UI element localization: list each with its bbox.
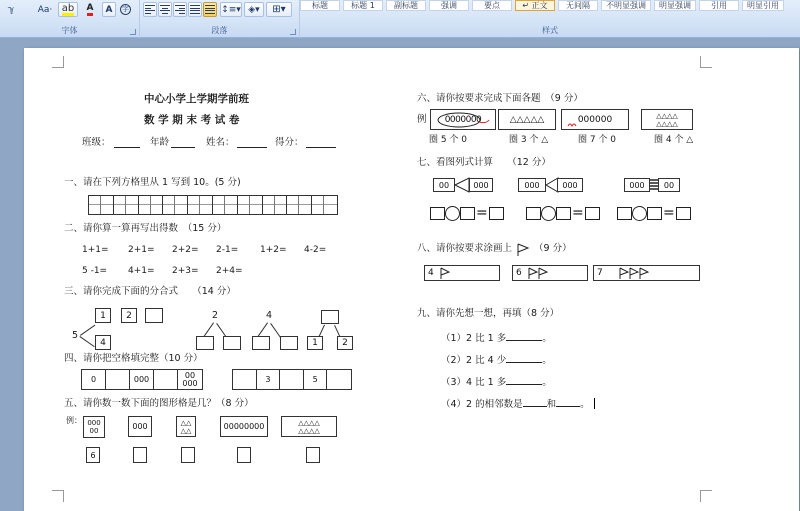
q4-sequence-cell[interactable] — [280, 370, 304, 389]
q3-tree1-top-box[interactable]: 1 — [95, 308, 111, 323]
q9-item-1-end: 。 — [542, 333, 552, 344]
q7-prompt: 七、看图列式计算 （12 分） — [417, 157, 551, 168]
crop-mark-bottom-left — [52, 490, 64, 502]
q6-box-3-content: 000000 — [577, 114, 613, 125]
q9-item-1-blank[interactable] — [506, 331, 542, 341]
enclose-characters-button[interactable] — [118, 2, 133, 17]
font-group — [0, 0, 140, 38]
q7-pic2-right: 000 — [557, 178, 583, 192]
number-answer-box[interactable] — [526, 207, 541, 220]
shading-button[interactable] — [244, 2, 264, 17]
change-case-button[interactable]: Aa· — [37, 4, 53, 15]
q8-box-1-flag-icon — [439, 267, 451, 279]
q9-item-4-mid: 和 — [546, 399, 557, 410]
q3-tree1-b3-box[interactable] — [145, 308, 163, 323]
q2-expression[interactable]: 2+2= — [172, 245, 199, 255]
crop-mark-top-left — [52, 56, 64, 68]
operator-answer-circle[interactable] — [445, 206, 460, 221]
q3-tree1-root: 5 — [72, 330, 79, 341]
line-spacing-icon: ↕≡▾ — [221, 4, 241, 15]
q5-answer-box-1[interactable] — [133, 447, 147, 463]
q9-item-4-blank-b[interactable] — [556, 397, 580, 407]
q3-tree3-left-box[interactable] — [252, 336, 270, 350]
character-shading-button[interactable]: A — [102, 2, 116, 17]
paragraph-dialog-launcher[interactable] — [290, 29, 296, 35]
q3-tree1-branch-up — [80, 325, 95, 336]
q1-grid-cell[interactable] — [213, 196, 238, 214]
align-left-button[interactable] — [143, 2, 157, 17]
q5-shape-box-2: △△ △△ — [176, 416, 196, 437]
q6-caption-4: 圈 4 个 △ — [654, 135, 694, 145]
q1-grid-cell[interactable] — [238, 196, 263, 214]
q8-points: （9 分） — [534, 243, 572, 254]
operator-answer-circle[interactable] — [541, 206, 556, 221]
info-name-label: 姓名： — [206, 137, 235, 148]
font-color-icon: A — [87, 4, 94, 16]
equals-sign: = — [572, 205, 584, 221]
q2-expression[interactable]: 2-1= — [216, 245, 239, 255]
number-answer-box[interactable] — [489, 207, 504, 220]
font-color-button[interactable] — [80, 2, 100, 17]
q6-box-2[interactable]: △△△△△ — [498, 109, 556, 130]
q4-sequence-cell[interactable]: 0 — [82, 370, 106, 389]
q3-tree1-bottom-box[interactable]: 4 — [95, 335, 111, 350]
q7-pic2-left: 000 — [518, 178, 546, 192]
styles-group-label: 样式 — [542, 26, 558, 35]
q8-box-3-number: 7 — [597, 268, 603, 278]
style-gallery-item[interactable]: 明显强调 — [654, 0, 696, 11]
highlight-color-button[interactable] — [58, 2, 78, 17]
q2-expression[interactable]: 2+3= — [172, 266, 199, 276]
paint-bucket-icon: ◈▾ — [248, 4, 260, 15]
style-gallery-item[interactable]: 强调 — [429, 0, 469, 11]
q2-expression[interactable]: 4+1= — [128, 266, 155, 276]
operator-answer-circle[interactable] — [632, 206, 647, 221]
q2-expression[interactable]: 5 -1= — [82, 266, 108, 276]
school-title: 中心小学上学期学前班 — [144, 93, 249, 105]
q4-sequence-2[interactable] — [232, 369, 352, 390]
q7-pic1-left: 00 — [433, 178, 455, 192]
justify-button[interactable] — [188, 2, 202, 17]
q4-sequence-cell[interactable] — [327, 370, 351, 389]
q5-shape-box-3: 00000000 — [220, 416, 268, 437]
paragraph-group — [140, 0, 300, 38]
q5-answer-example: 6 — [86, 447, 100, 463]
align-center-button[interactable] — [158, 2, 172, 17]
style-gallery-item[interactable]: 要点 — [472, 0, 512, 11]
q4-sequence-1[interactable] — [81, 369, 203, 390]
q9-item-2-blank[interactable] — [506, 353, 542, 363]
q6-example-content: 0000000 — [444, 114, 482, 125]
q2-expression[interactable]: 1+1= — [82, 245, 109, 255]
q3-tree4-left-box[interactable]: 1 — [307, 336, 323, 350]
q6-box-3[interactable] — [561, 109, 629, 130]
q4-sequence-cell[interactable] — [154, 370, 178, 389]
q6-example-circle-mark — [431, 110, 497, 131]
q6-caption-3: 圈 7 个 0 — [578, 135, 617, 145]
q5-shape-box-1: 000 — [128, 416, 152, 437]
q7-pic3-spring-icon — [650, 178, 658, 192]
q9-item-2-end: 。 — [542, 355, 552, 366]
crop-mark-bottom-right — [700, 490, 712, 502]
q1-grid-cell[interactable] — [89, 196, 114, 214]
q4-sequence-cell[interactable]: 000 — [130, 370, 154, 389]
enclose-icon: 字 — [122, 5, 129, 13]
q8-box-1[interactable] — [424, 265, 500, 281]
q9-item-4-blank-a[interactable] — [523, 397, 547, 407]
distributed-button[interactable] — [203, 2, 217, 17]
document-area — [0, 39, 800, 511]
q3-prompt: 三、请你完成下面的分合式 （14 分） — [64, 286, 236, 297]
q9-item-2 — [441, 353, 552, 367]
number-answer-box[interactable] — [617, 207, 632, 220]
q4-prompt: 四、请你把空格填完整（10 分） — [64, 353, 203, 364]
q5-answer-box-3[interactable] — [237, 447, 251, 463]
info-score-label: 得分： — [275, 137, 304, 148]
q8-box-1-number: 4 — [428, 268, 434, 278]
name-blank[interactable] — [237, 137, 267, 148]
paragraph-group-label: 段落 — [211, 26, 228, 35]
style-gallery-item[interactable]: 副标题 — [386, 0, 426, 11]
q6-box-4[interactable]: △△△△ △△△△ — [641, 109, 693, 130]
font-group-label: 字体 — [61, 26, 78, 35]
q8-prompt: 八、请你按要求涂画上 — [417, 243, 513, 254]
q1-grid-cell[interactable] — [139, 196, 164, 214]
equals-sign: = — [663, 205, 675, 221]
class-blank[interactable] — [114, 137, 140, 148]
q1-grid-cell[interactable] — [312, 196, 337, 214]
q2-expression[interactable]: 1+2= — [260, 245, 287, 255]
q3-tree2-left-box[interactable] — [196, 336, 214, 350]
q3-tree3-right-box[interactable] — [280, 336, 298, 350]
q8-box-2-flags-icon — [527, 267, 551, 279]
q7-equation-3[interactable] — [617, 206, 691, 221]
q7-pic3-right: 00 — [658, 178, 680, 192]
q2-prompt: 二、请你算一算再写出得数 （15 分） — [64, 223, 227, 234]
font-dialog-launcher[interactable] — [130, 29, 136, 35]
q9-item-1-text: （1）2 比 1 多 — [441, 333, 507, 344]
align-left-icon — [145, 5, 155, 14]
q5-shape-box-4: △△△△ △△△△ — [281, 416, 337, 437]
info-age-label: 年龄 — [150, 137, 170, 148]
q8-box-2-number: 6 — [516, 268, 522, 278]
q9-item-1 — [441, 331, 552, 345]
q4-sequence-cell[interactable] — [106, 370, 130, 389]
q6-example-label: 例 — [417, 114, 427, 125]
q9-prompt: 九、请你先想一想，再填（8 分） — [417, 308, 560, 319]
q4-sequence-cell[interactable]: 5 — [304, 370, 328, 389]
q7-equation-1[interactable] — [430, 206, 504, 221]
q6-caption-2: 圈 3 个 △ — [509, 135, 549, 145]
q3-tree1-b2-box[interactable]: 2 — [121, 308, 137, 323]
q5-example-box: 000 00 — [83, 416, 105, 438]
q4-sequence-cell[interactable] — [233, 370, 257, 389]
align-right-icon — [175, 5, 185, 14]
q9-item-3 — [441, 375, 552, 389]
q1-prompt: 一、请在下列方格里从 1 写到 10。(5 分) — [64, 177, 241, 188]
number-answer-box[interactable] — [676, 207, 691, 220]
q3-tree4-right-box[interactable]: 2 — [337, 336, 353, 350]
q8-box-3[interactable] — [593, 265, 700, 281]
q1-grid-cell[interactable] — [287, 196, 312, 214]
number-answer-box[interactable] — [647, 207, 662, 220]
q6-example-box — [430, 109, 496, 130]
q7-pic1-right: 000 — [469, 178, 493, 192]
document-page[interactable] — [24, 48, 799, 511]
q8-flag-icon — [516, 243, 530, 257]
q5-prompt: 五、请你数一数下面的图形格是几？（8 分） — [64, 398, 254, 409]
align-right-button[interactable] — [173, 2, 187, 17]
q9-item-4 — [441, 397, 595, 411]
q9-item-4-text: （4）2 的相邻数是 — [441, 399, 523, 410]
q9-item-4-end: 。 — [580, 399, 590, 410]
q9-item-3-text: （3）4 比 1 多 — [441, 377, 507, 388]
q3-tree2-root: 2 — [212, 310, 219, 321]
justify-icon — [190, 5, 200, 14]
q5-example-label: 例： — [66, 416, 82, 425]
q8-box-2[interactable] — [512, 265, 588, 281]
q2-expression[interactable]: 2+1= — [128, 245, 155, 255]
style-gallery-item[interactable]: 引用 — [699, 0, 739, 11]
q7-equation-2[interactable] — [526, 206, 600, 221]
q3-tree3-root: 4 — [266, 310, 273, 321]
q8-box-3-flags-icon — [618, 267, 654, 279]
style-gallery-item[interactable]: 标题 1 — [343, 0, 383, 11]
number-answer-box[interactable] — [585, 207, 600, 220]
q3-tree2-right-box[interactable] — [223, 336, 241, 350]
exam-title: 数 学 期 末 考 试 卷 — [144, 114, 240, 126]
font-size-decrease-button[interactable]: ℽ — [7, 4, 15, 15]
q3-tree1-branch-down — [79, 336, 94, 347]
q1-grid-cell[interactable] — [188, 196, 213, 214]
q1-grid-cell[interactable] — [263, 196, 288, 214]
distributed-icon — [205, 5, 215, 14]
q3-tree4-root-box[interactable] — [321, 310, 339, 324]
line-spacing-button[interactable] — [220, 2, 242, 17]
q5-answer-box-4[interactable] — [306, 447, 320, 463]
highlighter-icon: ab — [61, 2, 75, 14]
q1-grid-cell[interactable] — [114, 196, 139, 214]
align-center-icon — [160, 5, 170, 14]
number-answer-box[interactable] — [430, 207, 445, 220]
score-blank[interactable] — [306, 137, 336, 148]
q9-item-2-text: （2）2 比 4 少 — [441, 355, 507, 366]
q7-pic3-left: 000 — [624, 178, 650, 192]
border-grid-icon: ⊞▾ — [272, 4, 286, 15]
text-cursor — [594, 398, 595, 409]
q2-expression[interactable]: 2+4= — [216, 266, 243, 276]
q6-caption-1: 圈 5 个 0 — [429, 135, 468, 145]
style-gallery-item[interactable]: 无间隔 — [558, 0, 598, 11]
number-answer-box[interactable] — [556, 207, 571, 220]
age-blank[interactable] — [171, 137, 195, 148]
borders-button[interactable] — [266, 2, 292, 17]
q5-answer-box-2[interactable] — [181, 447, 195, 463]
style-gallery-item[interactable]: 不明显强调 — [601, 0, 651, 11]
ribbon — [0, 0, 800, 38]
q9-item-3-end: 。 — [542, 377, 552, 388]
q4-sequence-cell[interactable]: 00 000 — [182, 370, 198, 388]
q9-item-3-blank[interactable] — [506, 375, 542, 385]
crop-mark-top-right — [700, 56, 712, 68]
info-class-label: 班级： — [82, 137, 111, 148]
q1-grid[interactable] — [88, 195, 338, 215]
q6-prompt: 六、请你按要求完成下面各题 （9 分） — [417, 93, 583, 104]
q2-expression[interactable]: 4-2= — [304, 245, 327, 255]
quick-styles-gallery — [300, 0, 800, 11]
q7-pic1-arrow — [455, 178, 469, 192]
style-gallery-item[interactable]: 标题 — [300, 0, 340, 11]
number-answer-box[interactable] — [460, 207, 475, 220]
q6-box-3-red-marks — [562, 110, 630, 131]
style-gallery-item[interactable]: 明显引用 — [742, 0, 784, 11]
equals-sign: = — [476, 205, 488, 221]
q1-grid-cell[interactable] — [163, 196, 188, 214]
style-gallery-item[interactable]: ↵ 正文 — [515, 0, 555, 11]
q4-sequence-cell[interactable]: 3 — [257, 370, 281, 389]
